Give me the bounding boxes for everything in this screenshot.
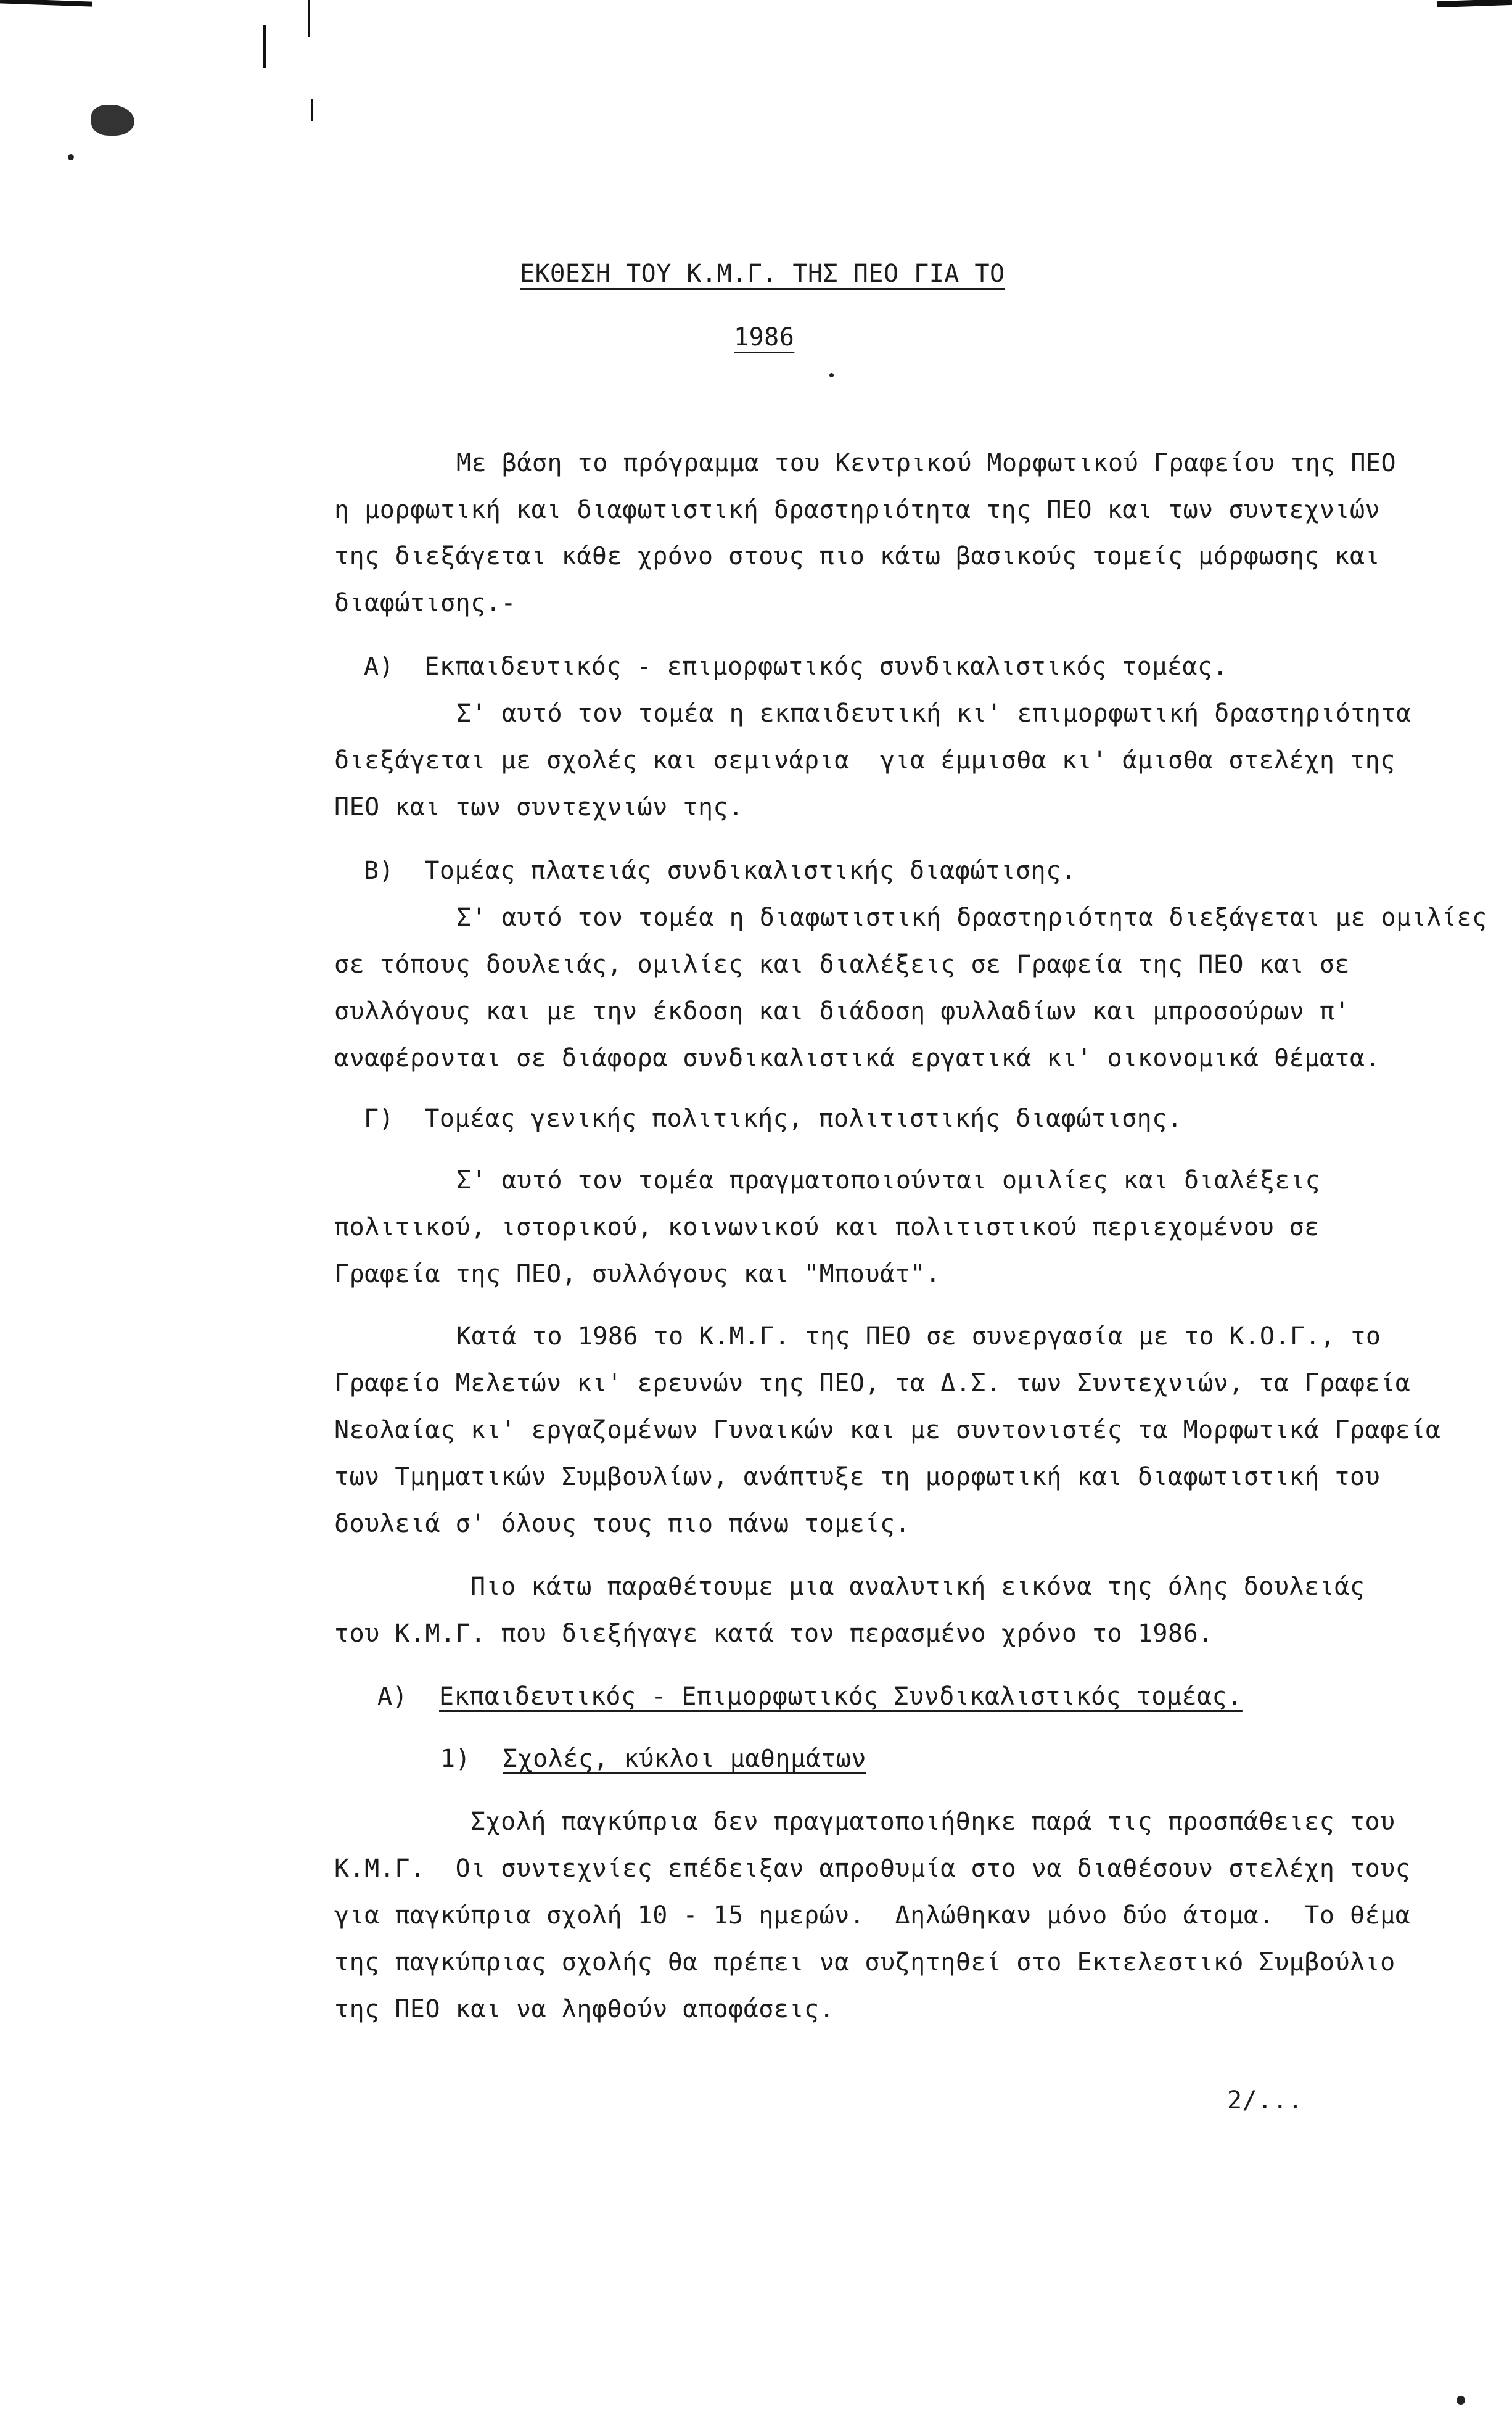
scan-artifact-dot-3 — [1457, 2396, 1465, 2405]
section-a-line-2: διεξάγεται με σχολές και σεμινάρια για έμμισθα κι' άμισθα στελέχη της — [334, 746, 1395, 775]
school-line-2: Κ.Μ.Γ. Οι συντεχνίες επέδειξαν απροθυμία στο να διαθέσουν στελέχη τους — [334, 1854, 1411, 1883]
scan-artifact-top-right — [1437, 0, 1512, 7]
section-c-line-1: Σ' αυτό τον τομέα πραγματοποιούνται ομιλίες και διαλέξεις — [456, 1166, 1321, 1195]
scan-artifact-dot — [68, 154, 74, 160]
subsection-heading: Εκπαιδευτικός - Επιμορφωτικός Συνδικαλιστικός τομέας. — [439, 1682, 1243, 1711]
school-line-1: Σχολή παγκύπρια δεν πραγματοποιήθηκε παρά τις προσπάθειες του — [470, 1808, 1395, 1836]
overview-line-1: Πιο κάτω παραθέτουμε μια αναλυτική εικόνα της όλης δουλειάς — [470, 1573, 1365, 1601]
scan-artifact-vertical-2 — [308, 0, 310, 37]
document-title: ΕΚΘΕΣΗ ΤΟΥ Κ.Μ.Γ. ΤΗΣ ΠΕΟ ΓΙΑ ΤΟ — [520, 260, 1005, 288]
school-line-3: για παγκύπρια σχολή 10 - 15 ημερών. Δηλώθηκαν μόνο δύο άτομα. Το θέμα — [334, 1901, 1411, 1930]
page-continuation: 2/... — [1227, 2086, 1303, 2115]
scan-artifact-blot — [91, 105, 134, 136]
section-b-line-2: σε τόπους δουλειάς, ομιλίες και διαλέξεις σε Γραφεία της ΠΕΟ και σε — [334, 950, 1350, 979]
scan-artifact-dot-2 — [829, 373, 834, 377]
item-number: 1) — [440, 1745, 471, 1773]
section-a-heading: Α) Εκπαιδευτικός - επιμορφωτικός συνδικαλιστικός τομέας. — [364, 652, 1228, 681]
document-year: 1986 — [734, 323, 795, 352]
intro-line-1: Με βάση το πρόγραμμα του Κεντρικού Μορφωτικού Γραφείου της ΠΕΟ — [456, 449, 1397, 477]
item-heading: Σχολές, κύκλοι μαθημάτων — [503, 1745, 866, 1773]
section-a-line-3: ΠΕΟ και των συντεχνιών της. — [334, 793, 744, 821]
section-c-line-2: πολιτικού, ιστορικού, κοινωνικού και πολιτιστικού περιεχομένου σε — [334, 1213, 1320, 1241]
paragraph-1986-line-5: δουλειά σ' όλους τους πιο πάνω τομείς. — [334, 1510, 911, 1538]
scan-artifact-top-left — [0, 0, 92, 7]
intro-line-2: η μορφωτική και διαφωτιστική δραστηριότητα της ΠΕΟ και των συντεχνιών — [334, 496, 1381, 524]
paragraph-1986-line-1: Κατά το 1986 το Κ.Μ.Γ. της ΠΕΟ σε συνεργασία με το Κ.Ο.Γ., το — [456, 1322, 1381, 1351]
section-b-line-3: συλλόγους και με την έκδοση και διάδοση φυλλαδίων και μπροσούρων π' — [334, 997, 1350, 1026]
subsection-label: Α) — [377, 1682, 408, 1711]
paragraph-1986-line-2: Γραφείο Μελετών κι' ερευνών της ΠΕΟ, τα Δ.Σ. των Συντεχνιών, τα Γραφεία — [334, 1369, 1411, 1397]
intro-line-4: διαφώτισης.- — [334, 589, 516, 617]
intro-line-3: της διεξάγεται κάθε χρόνο στους πιο κάτω βασικούς τομείς μόρφωσης και — [334, 542, 1381, 570]
section-b-heading: Β) Τομέας πλατειάς συνδικαλιστικής διαφώτισης. — [364, 857, 1077, 885]
scan-artifact-vertical-1 — [263, 25, 266, 68]
section-a-line-1: Σ' αυτό τον τομέα η εκπαιδευτική κι' επιμορφωτική δραστηριότητα — [456, 699, 1411, 728]
section-c-line-3: Γραφεία της ΠΕΟ, συλλόγους και "Μπουάτ". — [334, 1260, 941, 1288]
overview-line-2: του Κ.Μ.Γ. που διεξήγαγε κατά τον περασμένο χρόνο το 1986. — [334, 1619, 1214, 1648]
paragraph-1986-line-4: των Τμηματικών Συμβουλίων, ανάπτυξε τη μορφωτική και διαφωτιστική του — [334, 1463, 1381, 1491]
paragraph-1986-line-3: Νεολαίας κι' εργαζομένων Γυναικών και με συντονιστές τα Μορφωτικά Γραφεία — [334, 1416, 1441, 1444]
school-line-4: της παγκύπριας σχολής θα πρέπει να συζητηθεί στο Εκτελεστικό Συμβούλιο — [334, 1948, 1395, 1977]
scan-artifact-vertical-3 — [311, 99, 313, 121]
section-b-line-4: αναφέρονται σε διάφορα συνδικαλιστικά εργατικά κι' οικονομικά θέματα. — [334, 1044, 1381, 1072]
section-b-line-1: Σ' αυτό τον τομέα η διαφωτιστική δραστηριότητα διεξάγεται με ομιλίες — [456, 903, 1487, 932]
school-line-5: της ΠΕΟ και να ληφθούν αποφάσεις. — [334, 1995, 835, 2023]
section-c-heading: Γ) Τομέας γενικής πολιτικής, πολιτιστικής διαφώτισης. — [364, 1105, 1183, 1133]
